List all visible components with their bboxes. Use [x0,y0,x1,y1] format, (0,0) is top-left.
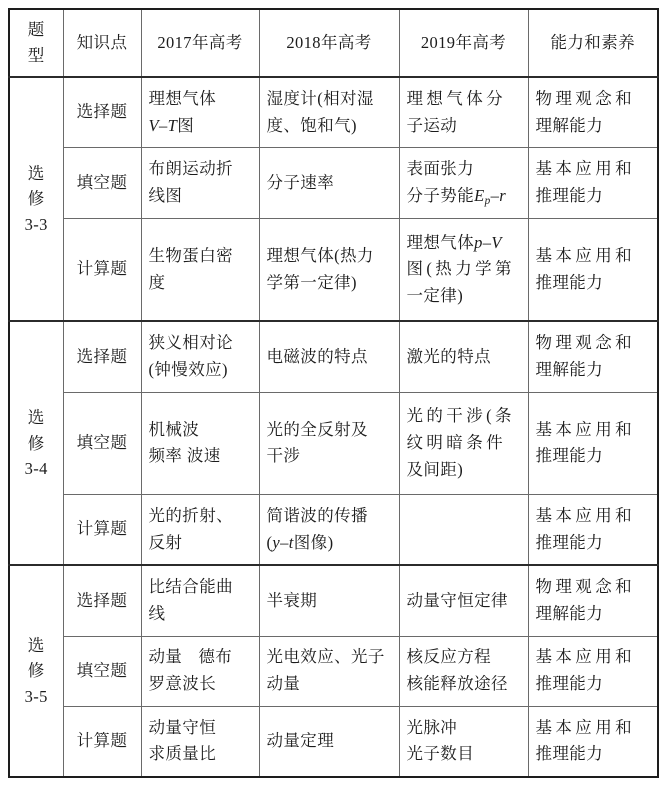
header-cell-2018: 2018年高考 [259,9,399,77]
cell-2017 [141,495,259,566]
module-35-line-1: 选 [27,635,45,655]
cell-line: 推理能力 [535,532,604,552]
cell-2018 [259,321,399,392]
cell-literacy [528,706,658,777]
cell-line: 核能释放途径 [406,674,508,694]
cell-2017 [141,219,259,322]
cell-2019 [399,77,528,148]
cell-line: 简谐波的传播 [266,505,368,525]
cell-2019 [399,148,528,219]
cell-line: 物理观念和 [535,577,635,597]
cell-line: 电磁波的特点 [266,346,368,366]
table-row [9,148,658,219]
cell-line: 分子速率 [266,172,335,192]
cell-line: 反射 [148,532,183,552]
cell-line: 基本应用和 [535,647,635,667]
cell-2017 [141,706,259,777]
module-35-line-3: 3-5 [24,686,48,706]
cell-line: 机械波 [148,419,200,439]
module-33-line-2: 修 [27,189,45,209]
cell-line: 湿度计(相对湿 [266,88,374,108]
cell-line: 生物蛋白密 [148,246,233,266]
module-33-line-3: 3-3 [24,215,48,235]
cell-2017 [141,565,259,636]
table-row [9,636,658,706]
question-type-cell: 选择题 [63,565,141,636]
table-row [9,392,658,494]
cell-line: 动量 [266,674,301,694]
question-type-cell: 计算题 [63,706,141,777]
question-type-cell: 计算题 [63,219,141,322]
cell-line: 比结合能曲 [148,577,233,597]
cell-line: 理想气体(热力 [266,246,374,266]
table-row [9,321,658,392]
cell-line: 理想气体分 [406,88,506,108]
cell-line: 推理能力 [535,186,604,206]
cell-line: 干涉 [266,446,301,466]
cell-literacy [528,148,658,219]
cell-2018 [259,636,399,706]
cell-line: 纹明暗条件 [406,433,506,453]
cell-2019 [399,219,528,322]
table-row [9,77,658,148]
cell-line: 图(热力学第 [406,259,515,279]
cell-line-math: V–T图 [148,115,195,135]
module-34-line-2: 修 [27,433,45,453]
cell-literacy [528,321,658,392]
cell-line: 推理能力 [535,674,604,694]
cell-line: 光子数目 [406,744,475,764]
cell-literacy [528,219,658,322]
cell-2017 [141,148,259,219]
cell-line: 线 [148,603,166,623]
cell-line: 及间距) [406,459,464,479]
cell-2019 [399,706,528,777]
cell-literacy [528,495,658,566]
cell-line: 罗意波长 [148,674,217,694]
cell-2017 [141,321,259,392]
question-type-cell: 计算题 [63,495,141,566]
module-33-line-1: 选 [27,163,45,183]
page-bottom-margin [0,784,665,792]
cell-2018 [259,148,399,219]
table-row [9,706,658,777]
cell-2019-empty [399,495,528,566]
cell-line: 一定律) [406,286,464,306]
header-type-line-2: 型 [27,46,45,65]
cell-line: 光的全反射及 [266,419,368,439]
cell-line: 理解能力 [535,115,604,135]
cell-2017 [141,392,259,494]
cell-line: 学第一定律) [266,272,357,292]
cell-line: 核反应方程 [406,647,491,667]
cell-2019 [399,636,528,706]
cell-line-math: 理想气体p–V [406,232,502,252]
cell-line: 基本应用和 [535,246,635,266]
cell-line: 动量守恒 [148,717,217,737]
knowledge-point-table [8,8,659,778]
cell-literacy [528,565,658,636]
cell-line: 线图 [148,186,183,206]
cell-line: 动量 德布 [148,647,233,667]
question-type-cell: 填空题 [63,392,141,494]
header-cell-2019: 2019年高考 [399,9,528,77]
cell-literacy [528,636,658,706]
cell-2017 [141,77,259,148]
cell-line-math: 分子势能$E_p-r$ [406,185,507,208]
header-cell-literacy: 能力和素养 [528,9,658,77]
cell-line-math: (y–t图像) [266,532,334,552]
cell-2019 [399,321,528,392]
cell-line: 光的干涉(条 [406,406,515,426]
cell-line: 度、饱和气) [266,115,357,135]
question-type-cell: 填空题 [63,148,141,219]
table-row [9,495,658,566]
cell-line: 基本应用和 [535,419,635,439]
cell-line: 光电效应、光子 [266,647,385,667]
cell-line: 频率 波速 [148,446,221,466]
header-cell-2017: 2017年高考 [141,9,259,77]
cell-line: 半衰期 [266,590,318,610]
table-header-row [9,9,658,77]
header-cell-type [9,9,63,77]
cell-2018 [259,392,399,494]
module-cell-34 [9,321,63,565]
cell-line: 光的折射、 [148,505,233,525]
question-type-cell: 选择题 [63,321,141,392]
question-type-cell: 填空题 [63,636,141,706]
table-row [9,565,658,636]
cell-line: 物理观念和 [535,333,635,353]
module-34-line-3: 3-4 [24,459,48,479]
cell-2018 [259,495,399,566]
module-35-line-2: 修 [27,661,45,681]
cell-line: 物理观念和 [535,88,635,108]
cell-line: 度 [148,272,166,292]
cell-2019 [399,565,528,636]
cell-line: 子运动 [406,115,458,135]
cell-literacy [528,392,658,494]
header-cell-knowledge-point: 知识点 [63,9,141,77]
cell-line: 推理能力 [535,272,604,292]
module-cell-35 [9,565,63,777]
cell-line: 激光的特点 [406,346,491,366]
cell-line: (钟慢效应) [148,360,228,380]
cell-line: 狭义相对论 [148,333,233,353]
cell-2018 [259,565,399,636]
cell-2019 [399,392,528,494]
cell-line: 布朗运动折 [148,159,233,179]
module-cell-33 [9,77,63,321]
cell-line: 动量守恒定律 [406,590,508,610]
cell-2018 [259,77,399,148]
cell-line: 推理能力 [535,446,604,466]
cell-2018 [259,706,399,777]
module-34-line-1: 选 [27,408,45,428]
cell-line: 表面张力 [406,159,475,179]
cell-2017 [141,636,259,706]
cell-line: 光脉冲 [406,717,458,737]
cell-line: 推理能力 [535,744,604,764]
cell-line: 基本应用和 [535,505,635,525]
table-row [9,219,658,322]
header-type-line-1: 题 [27,20,45,40]
cell-line: 求质量比 [148,744,217,764]
cell-line: 基本应用和 [535,159,635,179]
cell-line: 动量定理 [266,730,335,750]
cell-2018 [259,219,399,322]
cell-line: 理解能力 [535,603,604,623]
cell-line: 基本应用和 [535,717,635,737]
cell-literacy [528,77,658,148]
question-type-cell: 选择题 [63,77,141,148]
cell-line: 理解能力 [535,360,604,380]
cell-line: 理想气体 [148,88,217,108]
